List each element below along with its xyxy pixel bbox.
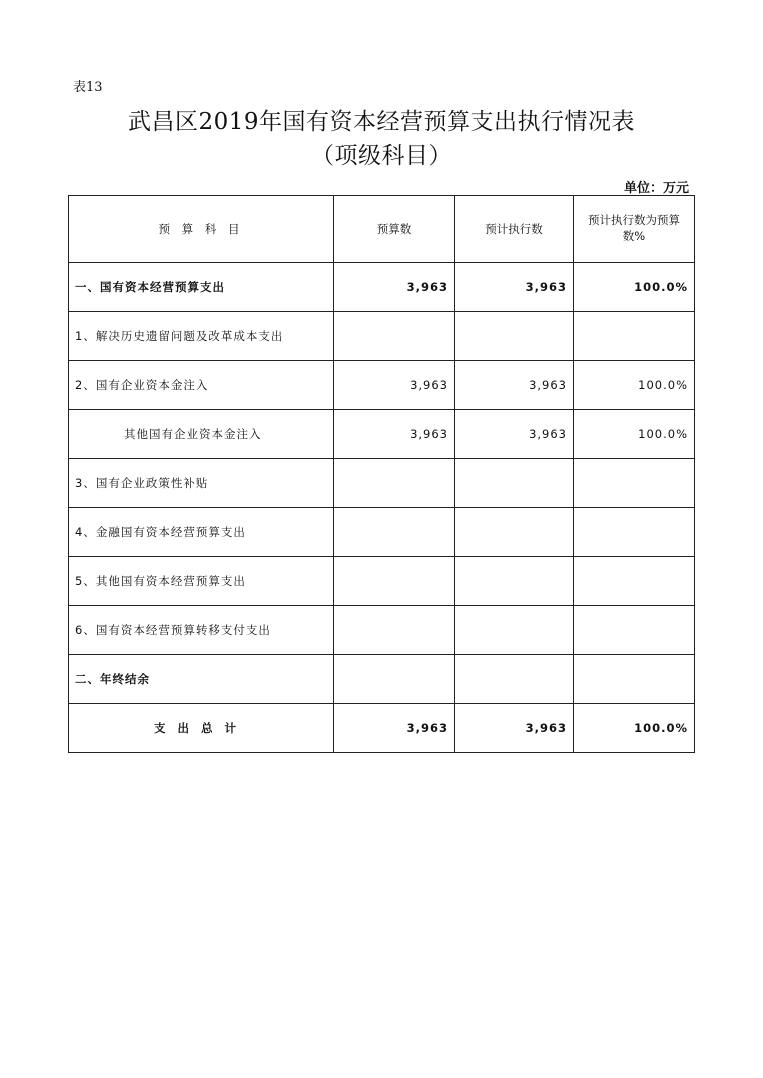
row-budget	[334, 606, 455, 655]
row-name: 一、国有资本经营预算支出	[69, 263, 334, 312]
row-budget: 3,963	[334, 263, 455, 312]
page-subtitle: （项级科目）	[311, 143, 452, 169]
header-budget: 预算数	[334, 196, 455, 263]
row-pct	[574, 557, 695, 606]
table-header-row	[69, 196, 695, 263]
row-name: 二、年终结余	[69, 655, 334, 704]
table-row	[69, 655, 695, 704]
table-row-total	[69, 704, 695, 753]
page-title: 武昌区2019年国有资本经营预算支出执行情况表	[127, 109, 636, 135]
row-exec	[455, 655, 574, 704]
row-exec: 3,963	[455, 361, 574, 410]
row-pct	[574, 655, 695, 704]
row-exec: 3,963	[455, 704, 574, 753]
budget-table	[68, 195, 695, 753]
table-row	[69, 606, 695, 655]
table-row	[69, 459, 695, 508]
row-exec: 3,963	[455, 263, 574, 312]
row-pct: 100.0%	[574, 410, 695, 459]
table-row	[69, 361, 695, 410]
row-pct	[574, 312, 695, 361]
header-exec: 预计执行数	[455, 196, 574, 263]
table-row	[69, 263, 695, 312]
table-number: 表13	[73, 80, 103, 95]
row-name: 支出总计	[69, 704, 334, 753]
row-name: 6、国有资本经营预算转移支付支出	[69, 606, 334, 655]
row-pct: 100.0%	[574, 704, 695, 753]
row-budget	[334, 312, 455, 361]
row-budget	[334, 459, 455, 508]
row-pct	[574, 606, 695, 655]
row-name: 5、其他国有资本经营预算支出	[69, 557, 334, 606]
header-pct: 预计执行数为预算数%	[574, 196, 695, 263]
table-row	[69, 410, 695, 459]
row-name: 其他国有企业资本金注入	[69, 410, 334, 459]
row-exec	[455, 606, 574, 655]
header-subject: 预 算 科 目	[69, 196, 334, 263]
row-exec	[455, 312, 574, 361]
row-budget: 3,963	[334, 410, 455, 459]
row-pct	[574, 508, 695, 557]
row-pct	[574, 459, 695, 508]
row-budget: 3,963	[334, 361, 455, 410]
row-exec	[455, 508, 574, 557]
row-exec	[455, 459, 574, 508]
row-exec	[455, 557, 574, 606]
row-budget	[334, 508, 455, 557]
table-row	[69, 508, 695, 557]
unit-label: 单位：万元	[623, 181, 689, 196]
row-budget: 3,963	[334, 704, 455, 753]
row-budget	[334, 557, 455, 606]
row-pct: 100.0%	[574, 361, 695, 410]
table-row	[69, 312, 695, 361]
row-exec: 3,963	[455, 410, 574, 459]
row-pct: 100.0%	[574, 263, 695, 312]
row-name: 2、国有企业资本金注入	[69, 361, 334, 410]
row-name: 4、金融国有资本经营预算支出	[69, 508, 334, 557]
row-name: 1、解决历史遗留问题及改革成本支出	[69, 312, 334, 361]
row-name: 3、国有企业政策性补贴	[69, 459, 334, 508]
row-budget	[334, 655, 455, 704]
table-row	[69, 557, 695, 606]
